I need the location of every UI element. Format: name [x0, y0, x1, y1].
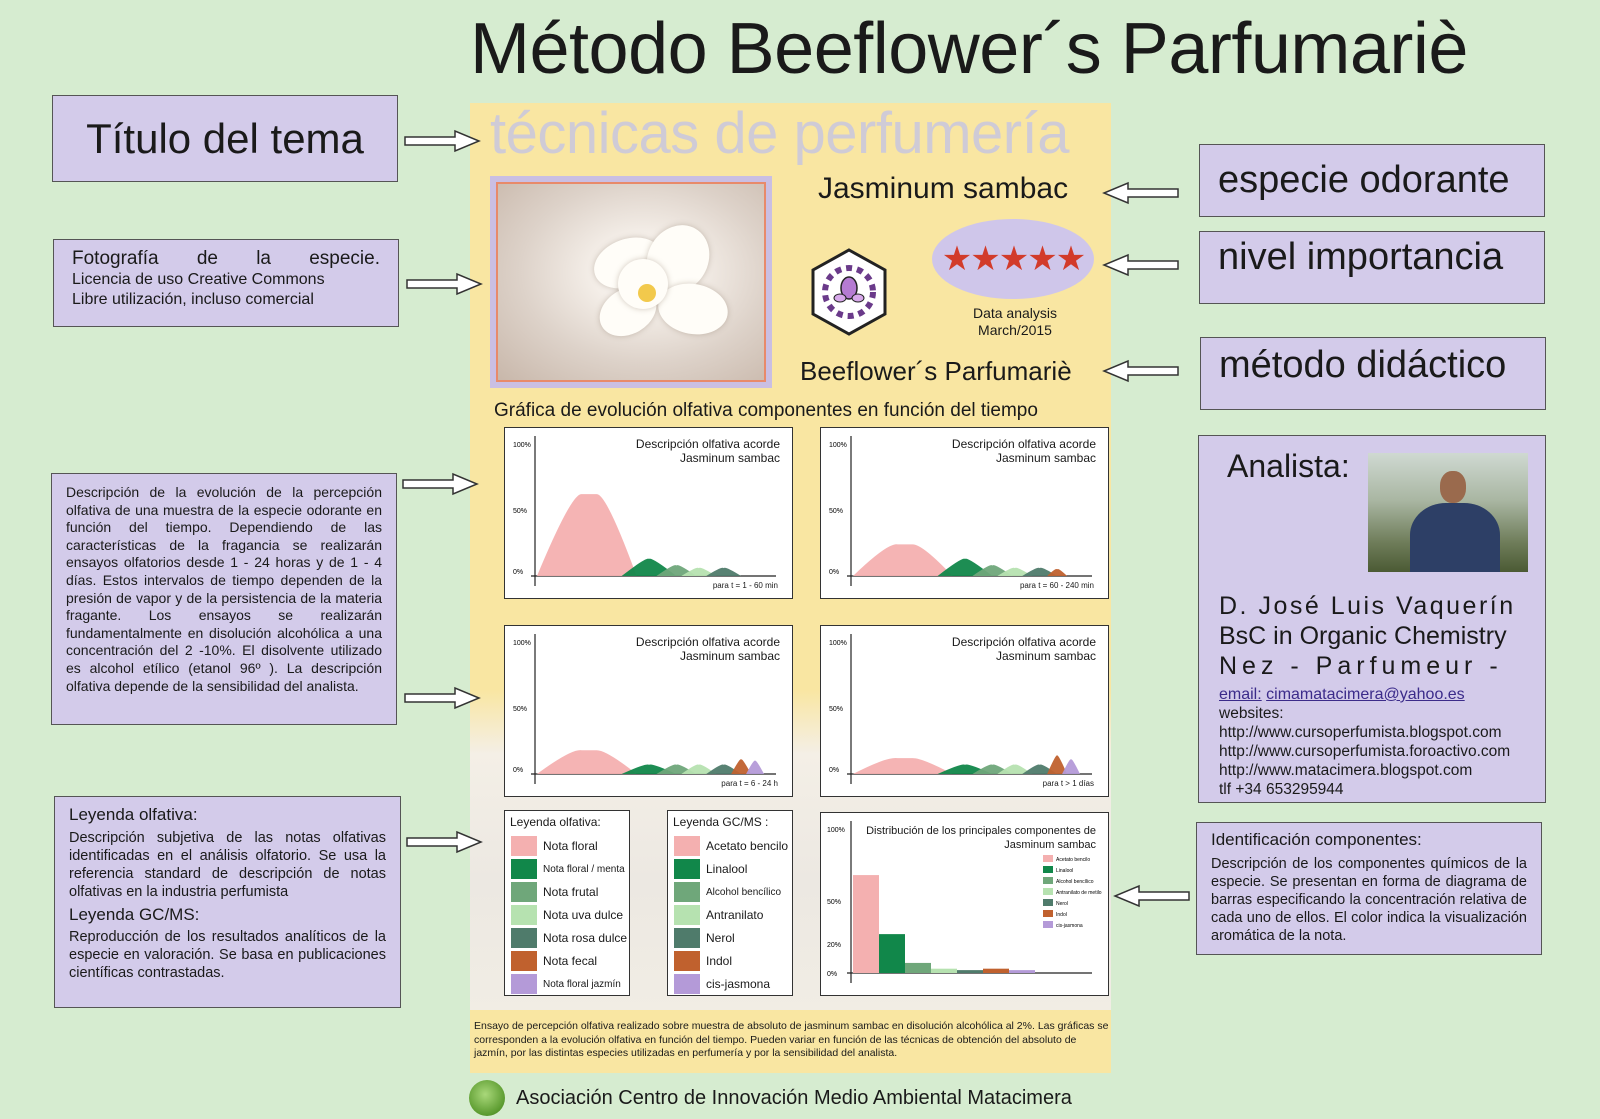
chart-caption	[636, 635, 780, 663]
y-tick-label: 0%	[829, 569, 840, 576]
analyst-role: Nez - Parfumeur -	[1219, 652, 1503, 680]
tema-box	[52, 95, 398, 182]
legend-label: Nota floral jazmín	[543, 978, 621, 990]
legend-gcms	[667, 810, 793, 996]
legend-swatch	[511, 859, 537, 879]
y-tick-label: 50%	[829, 508, 844, 515]
peak-nota-floral	[853, 544, 953, 576]
y-tick-label: 50%	[513, 508, 528, 515]
legend-label: Nota fecal	[543, 954, 598, 968]
mini-legend-label: Nerol	[1056, 901, 1068, 907]
legend-swatch	[511, 974, 537, 994]
legend-gcms-item	[674, 973, 770, 995]
components-bar-chart	[820, 812, 1109, 996]
chart-subtitle: Jasminum sambac	[995, 649, 1096, 663]
chart-subtitle: Jasminum sambac	[1004, 839, 1096, 851]
y-tick-label: 0%	[827, 971, 838, 978]
chart-caption	[952, 635, 1096, 663]
descripcion-box	[51, 473, 397, 725]
chart-time-range: para t = 6 - 24 h	[721, 779, 778, 788]
chart-subtitle: Jasminum sambac	[679, 649, 780, 663]
legend-olfativa	[504, 810, 630, 996]
legend-label: Antranilato	[706, 908, 764, 922]
identificacion-box	[1196, 822, 1542, 955]
peak-nota-floral	[537, 494, 637, 576]
bar-acetato-bencilo	[853, 875, 879, 973]
analysis-date: March/2015	[978, 322, 1052, 338]
legend-swatch	[674, 905, 700, 925]
legend-gcms-item	[674, 904, 763, 926]
chart-caption	[636, 437, 780, 465]
y-tick-label: 100%	[829, 442, 847, 449]
mini-legend-swatch	[1043, 910, 1053, 917]
mini-legend-label: Linalool	[1056, 868, 1074, 874]
analyst-heading: Analista:	[1227, 448, 1350, 484]
species-name: Jasminum sambac	[818, 172, 1069, 205]
analyst-degree: BsC in Organic Chemistry	[1219, 622, 1507, 650]
chart-title: Descripción olfativa acorde	[951, 635, 1096, 649]
metodo-label: método didáctico	[1219, 344, 1507, 386]
chart-caption	[952, 437, 1096, 465]
legend-label: Nota uva dulce	[543, 908, 624, 922]
species-photo-frame	[490, 176, 772, 388]
chart-time-range: para t > 1 días	[1042, 779, 1094, 788]
y-tick-label: 100%	[827, 827, 845, 834]
mini-legend-swatch	[1043, 888, 1053, 895]
especie-label: especie odorante	[1218, 159, 1510, 201]
legend-swatch	[511, 928, 537, 948]
legend-label: Acetato bencilo	[706, 839, 789, 853]
legend-label: Indol	[706, 954, 733, 968]
olfactive-chart-4	[820, 625, 1109, 797]
metodo-box	[1200, 337, 1546, 410]
legend-swatch	[511, 951, 537, 971]
y-tick-label: 0%	[513, 767, 524, 774]
leyenda-box	[54, 796, 401, 1008]
topic-title: técnicas de perfumería	[490, 101, 1069, 166]
y-tick-label: 50%	[513, 706, 528, 713]
legend-swatch	[674, 974, 700, 994]
legend-swatch	[511, 905, 537, 925]
legend-gcms-item	[674, 858, 747, 880]
peak-nota-rosa-dulce	[706, 568, 741, 576]
peak-nota-floral-jazm-n	[1062, 759, 1080, 774]
jasmine-flower-photo	[496, 182, 766, 382]
leyenda-olfativa-title: Leyenda olfativa:	[69, 805, 198, 824]
arrow-left-icon	[1113, 884, 1191, 908]
legend-swatch	[511, 882, 537, 902]
arrow-right-icon	[401, 472, 479, 496]
legend-label: Nota rosa dulce	[543, 931, 628, 945]
legend-swatch	[674, 951, 700, 971]
legend-gcms-item	[674, 950, 732, 972]
legend-label: Nota frutal	[543, 885, 599, 899]
data-analysis-text: Data analysis	[972, 305, 1058, 321]
legend-label: Nerol	[706, 931, 735, 945]
legend-gcms-title: Leyenda GC/MS :	[673, 815, 769, 829]
legend-gcms-item	[674, 835, 788, 857]
website-link-1[interactable]: http://www.cursoperfumista.blogspot.com	[1219, 724, 1502, 741]
chart-title: Distribución de los principales componentes de	[866, 825, 1096, 837]
mini-legend-label: Indol	[1056, 912, 1067, 918]
olfactive-chart-2	[820, 427, 1109, 599]
y-tick-label: 20%	[827, 942, 842, 950]
chart-subtitle: Jasminum sambac	[995, 451, 1096, 465]
analyst-name: D. José Luis Vaquerín	[1219, 592, 1516, 620]
chart-title: Descripción olfativa acorde	[635, 437, 780, 451]
bar-nerol	[957, 970, 983, 973]
mini-legend-swatch	[1043, 921, 1053, 928]
olfactive-chart-1	[504, 427, 793, 599]
bar-linalool	[879, 934, 905, 973]
arrow-right-icon	[405, 272, 483, 296]
mini-legend-swatch	[1043, 877, 1053, 884]
legend-gcms-item	[674, 927, 735, 949]
legend-swatch	[674, 882, 700, 902]
bar-antranilato-de-metilo	[931, 969, 957, 973]
mini-legend-swatch	[1043, 866, 1053, 873]
website-link-3[interactable]: http://www.matacimera.blogspot.com	[1219, 762, 1473, 779]
bar-cis-jasmona	[1009, 970, 1035, 973]
legend-swatch	[674, 928, 700, 948]
descripcion-text: Descripción de la evolución de la percepción olfativa de una muestra de la especie odorante en función del tiempo. Dependiendo de las características de la fragancia se realizarán ensayos olfatorios desde 1 - 24 horas y de 1 - 4 días. Estos intervalos de tiempo dependen de la presión de vapor y de la persistencia de la materia fragante. Los ensayos se realizarán fundamentalmente en disolución alcohólica a una concentración del 2 -10%. El disolvente utilizado es alcohol etílico (etanol 96º ). La descripción olfativa depende de la sensibilidad del analista.	[66, 484, 382, 694]
beeflower-logo-icon	[810, 248, 888, 336]
y-tick-label: 0%	[829, 767, 840, 774]
chart-title: Descripción olfativa acorde	[635, 635, 780, 649]
data-analysis-label	[960, 305, 1070, 339]
mini-legend-label: Alcohol bencílico	[1056, 879, 1094, 885]
graph-title: Gráfica de evolución olfativa componentes en función del tiempo	[494, 400, 1038, 421]
foto-line-1: Fotografía de la especie.	[72, 248, 380, 269]
association-name: Asociación Centro de Innovación Medio Ambiental Matacimera	[516, 1087, 1072, 1109]
tema-label: Título del tema	[86, 114, 364, 162]
phone: tlf +34 653295944	[1219, 781, 1344, 798]
legend-olfativa-item	[511, 881, 598, 903]
legend-label: Alcohol bencílico	[706, 886, 782, 898]
mini-legend-label: Antranilato de metilo	[1056, 890, 1102, 896]
email-link[interactable]: cimamatacimera@yahoo.es	[1266, 686, 1465, 703]
legend-olfativa-item	[511, 835, 598, 857]
especie-box	[1199, 144, 1545, 217]
chart-subtitle: Jasminum sambac	[679, 451, 780, 465]
foto-line-2: Licencia de uso Creative Commons	[72, 271, 325, 288]
foto-box	[53, 239, 399, 327]
peak-nota-floral-jazm-n	[746, 761, 764, 774]
footnote: Ensayo de percepción olfativa realizado sobre muestra de absoluto de jasminum sambac en disolución alcohólica al 2%. Las gráficas se corresponden a la evolución olfativa en función del tiempo. Pueden variar en función de las técnicas de obtención del absoluto de jazmín, por las distintas especies utilizadas en perfumería y por la sensibilidad del analista.	[474, 1020, 1109, 1059]
analyst-photo	[1368, 453, 1528, 572]
bar-indol	[983, 969, 1009, 973]
y-tick-label: 50%	[829, 706, 844, 713]
legend-label: cis-jasmona	[706, 977, 771, 991]
websites-label: websites:	[1219, 705, 1284, 722]
leyenda-gcms-title: Leyenda GC/MS:	[69, 905, 200, 924]
association-logo-icon	[469, 1080, 505, 1116]
peak-nota-floral	[537, 750, 637, 774]
arrow-right-icon	[403, 686, 481, 710]
mini-legend-swatch	[1043, 899, 1053, 906]
chart-caption	[866, 824, 1096, 852]
main-title: Método Beeflower´s Parfumariè	[470, 9, 1468, 89]
chart-title: Descripción olfativa acorde	[951, 437, 1096, 451]
y-tick-label: 100%	[513, 442, 531, 449]
olfactive-chart-3	[504, 625, 793, 797]
y-tick-label: 0%	[513, 569, 524, 576]
legend-olfativa-item	[511, 858, 625, 880]
identificacion-text: Descripción de los componentes químicos de la especie. Se presentan en forma de diagrama de barras especificando la concentración relativa de cada uno de ellos. El color indica la visualización aromática de la nota.	[1211, 856, 1527, 944]
peak-nota-floral	[853, 758, 953, 774]
legend-olfativa-item	[511, 904, 623, 926]
legend-swatch	[674, 859, 700, 879]
chart-time-range: para t = 1 - 60 min	[712, 581, 778, 590]
y-tick-label: 100%	[513, 640, 531, 647]
foto-line-3: Libre utilización, incluso comercial	[72, 291, 314, 308]
arrow-right-icon	[405, 830, 483, 854]
legend-olfativa-item	[511, 973, 621, 995]
legend-swatch	[674, 836, 700, 856]
arrow-left-icon	[1102, 253, 1180, 277]
legend-label: Nota floral	[543, 839, 598, 853]
legend-label: Nota floral / menta	[543, 863, 625, 875]
legend-olfativa-item	[511, 950, 597, 972]
chart-time-range: para t = 60 - 240 min	[1019, 581, 1094, 590]
mini-legend-label: Acetato bencilo	[1056, 857, 1091, 863]
leyenda-olfativa-text: Descripción subjetiva de las notas olfativas identificadas en el análisis olfatorio. Se usa la referencia standard de descripción de notas olfativas en la industria perfumista	[69, 830, 386, 900]
leyenda-gcms-text: Reproducción de los resultados analíticos de la especie en valoración. Se basa en publicaciones científicas contrastadas.	[69, 929, 386, 981]
legend-swatch	[511, 836, 537, 856]
email-label: email:	[1219, 686, 1262, 703]
legend-gcms-item	[674, 881, 781, 903]
identificacion-title: Identificación componentes:	[1211, 830, 1422, 849]
arrow-right-icon	[403, 129, 481, 153]
method-name: Beeflower´s Parfumariè	[800, 356, 1072, 386]
bar-alcohol-benc-lico	[905, 963, 931, 973]
mini-legend-swatch	[1043, 855, 1053, 862]
importance-rating: ★★★★★	[932, 219, 1094, 299]
legend-olfativa-title: Leyenda olfativa:	[510, 815, 601, 829]
legend-label: Linalool	[706, 862, 748, 876]
mini-legend-label: cis-jasmona	[1056, 923, 1083, 929]
arrow-left-icon	[1102, 359, 1180, 383]
y-tick-label: 100%	[829, 640, 847, 647]
nivel-label: nivel importancia	[1218, 236, 1504, 278]
legend-olfativa-item	[511, 927, 627, 949]
arrow-left-icon	[1102, 181, 1180, 205]
y-tick-label: 50%	[827, 899, 842, 906]
website-link-2[interactable]: http://www.cursoperfumista.foroactivo.com	[1219, 743, 1511, 760]
nivel-box	[1199, 231, 1545, 304]
